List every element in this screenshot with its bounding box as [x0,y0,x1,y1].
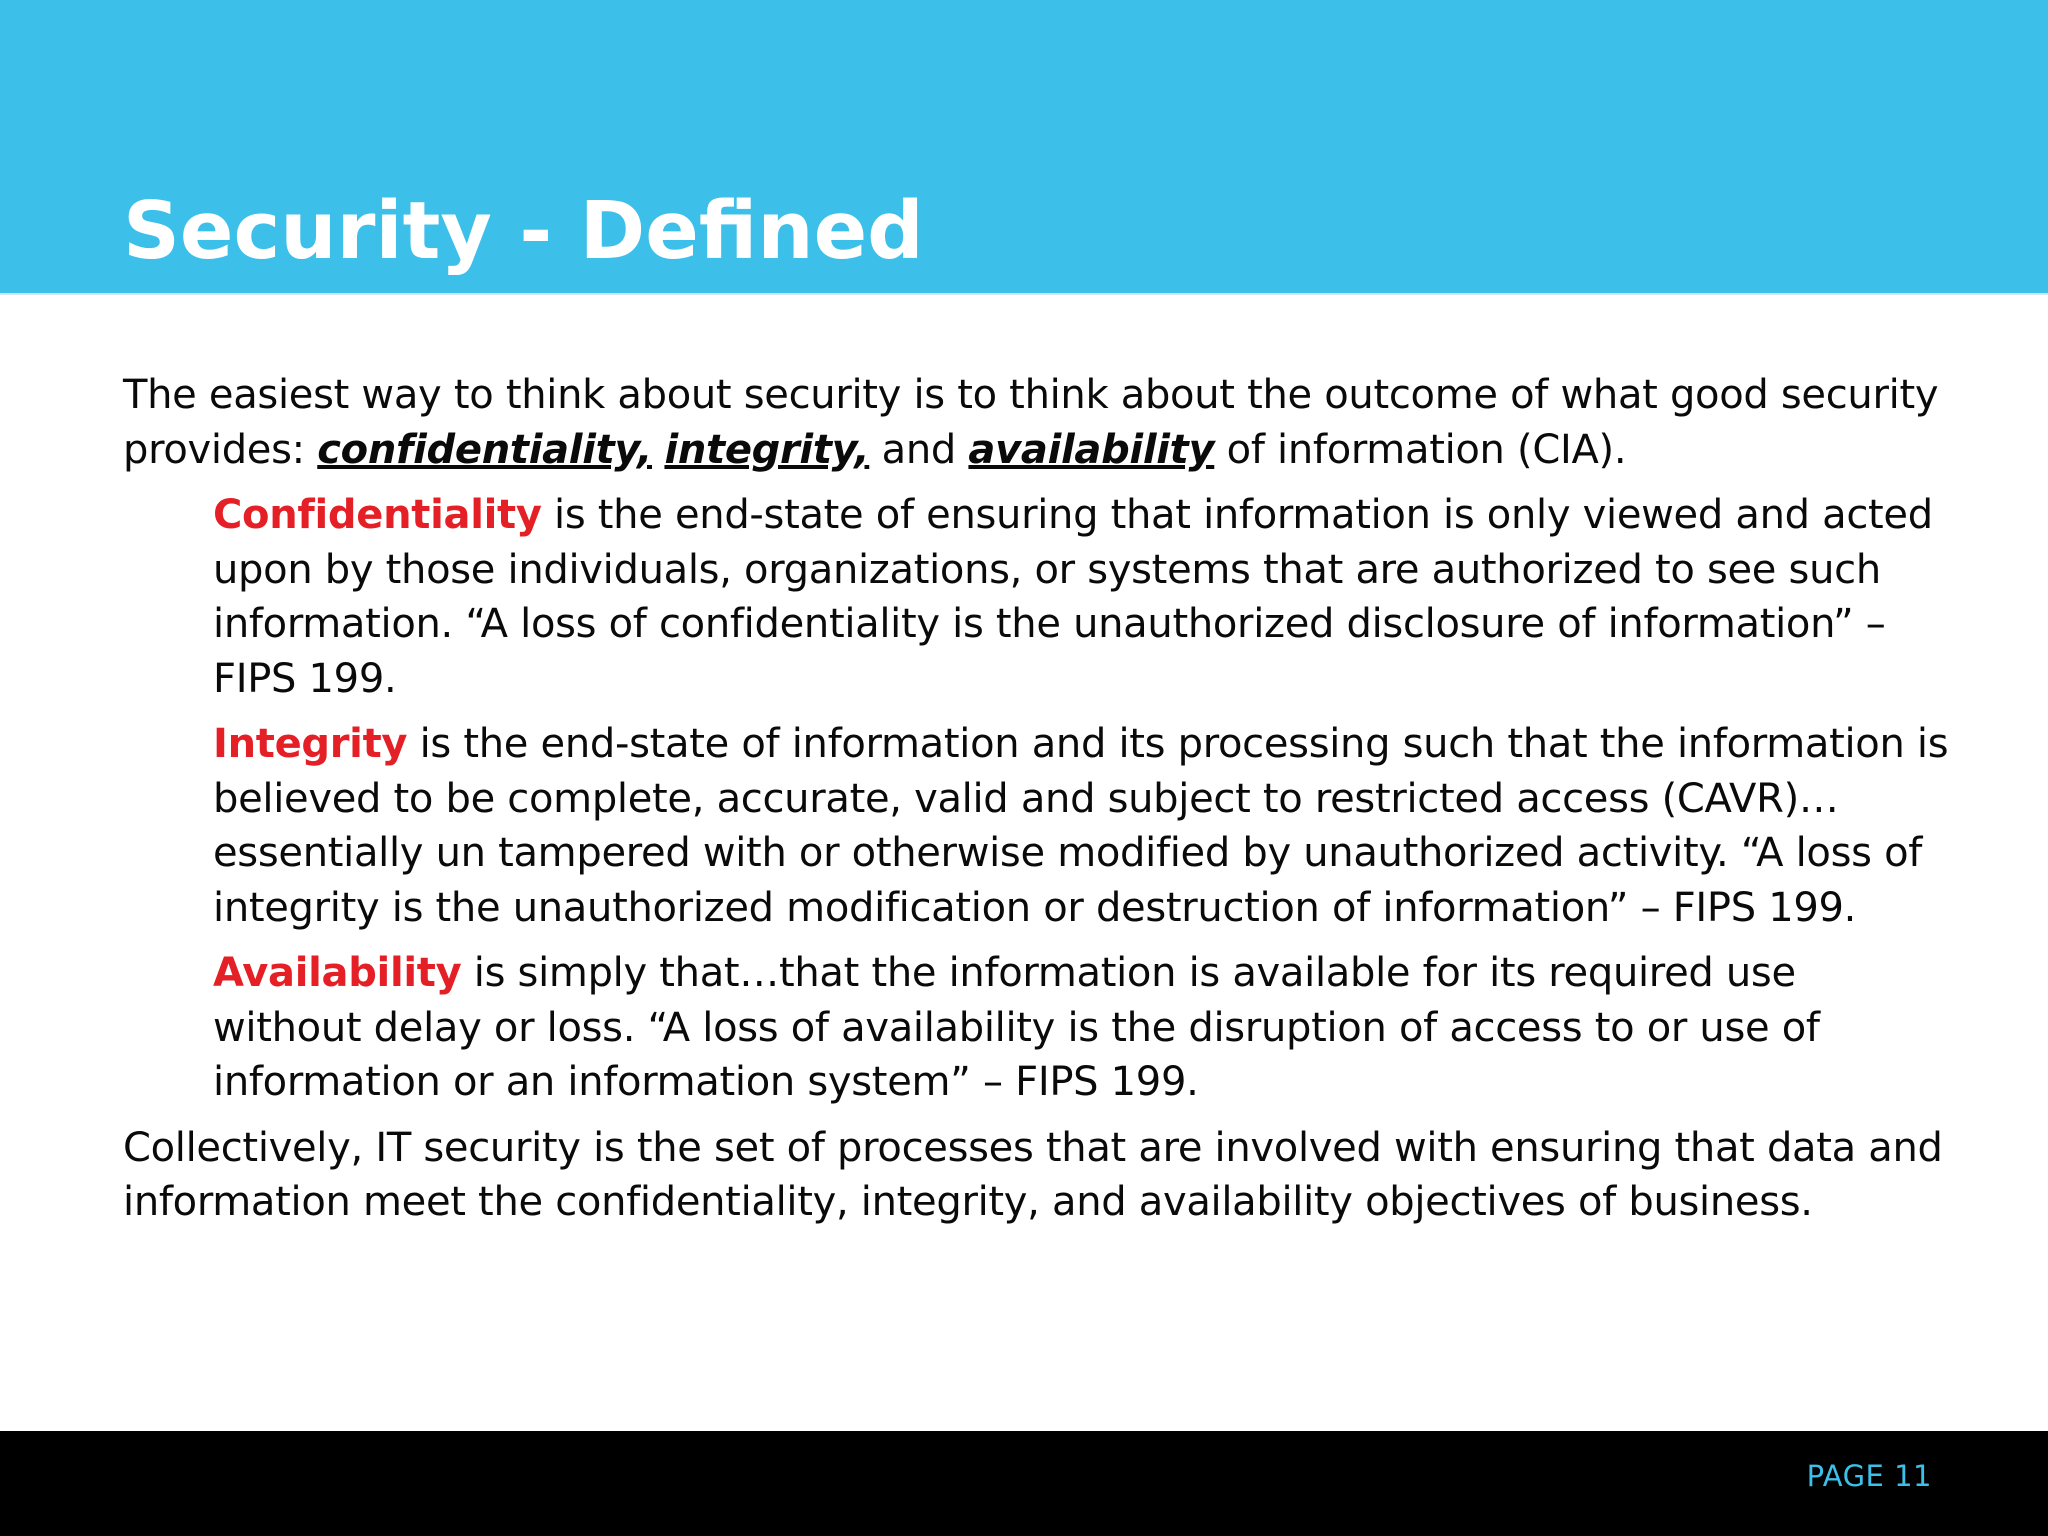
definition-text: is simply that…that the information is available for its required use without delay or loss. “A loss of availability is the disruption of access to or use of information or an information system” – FIPS 199. [213,950,1820,1105]
definition-text: is the end-state of information and its processing such that the information is believed to be complete, accurate, valid and subject to restricted access (CAVR)…essentially un tampered with or otherwise modified by unauthorized activity. “A loss of integrity is the unauthorized modification or destruction of information” – FIPS 199. [213,721,1949,931]
definition-term: Confidentiality [213,492,542,538]
term-confidentiality: confidentiality, [317,426,653,473]
slide-body [123,368,1953,1230]
footer-bar [0,1431,2048,1536]
slide-title: Security - Defined [123,185,924,277]
intro-paragraph [123,368,1953,477]
definition-integrity [123,717,1953,935]
term-availability: availability [968,426,1215,473]
definition-availability [123,946,1953,1110]
definition-text: is the end-state of ensuring that information is only viewed and acted upon by those individuals, organizations, or systems that are authorized to see such information. “A loss of confidentiality is the unauthorized disclosure of information” – FIPS 199. [213,492,1933,702]
intro-space [652,427,664,473]
term-integrity: integrity, [664,426,870,473]
intro-and: and [869,426,969,473]
definition-term: Integrity [213,721,408,767]
intro-text-start: The easiest way to think about security is to think about the outcome of what good security provides: [123,372,1939,473]
definition-term: Availability [213,950,462,996]
intro-text-end: of information (CIA). [1214,426,1627,473]
definition-confidentiality [123,488,1953,706]
closing-paragraph: Collectively, IT security is the set of processes that are involved with ensuring that data and information meet the confidentiality, integrity, and availability objectives of business. [123,1124,1943,1225]
title-banner [0,0,2048,295]
page-number: PAGE 11 [1806,1459,1932,1493]
